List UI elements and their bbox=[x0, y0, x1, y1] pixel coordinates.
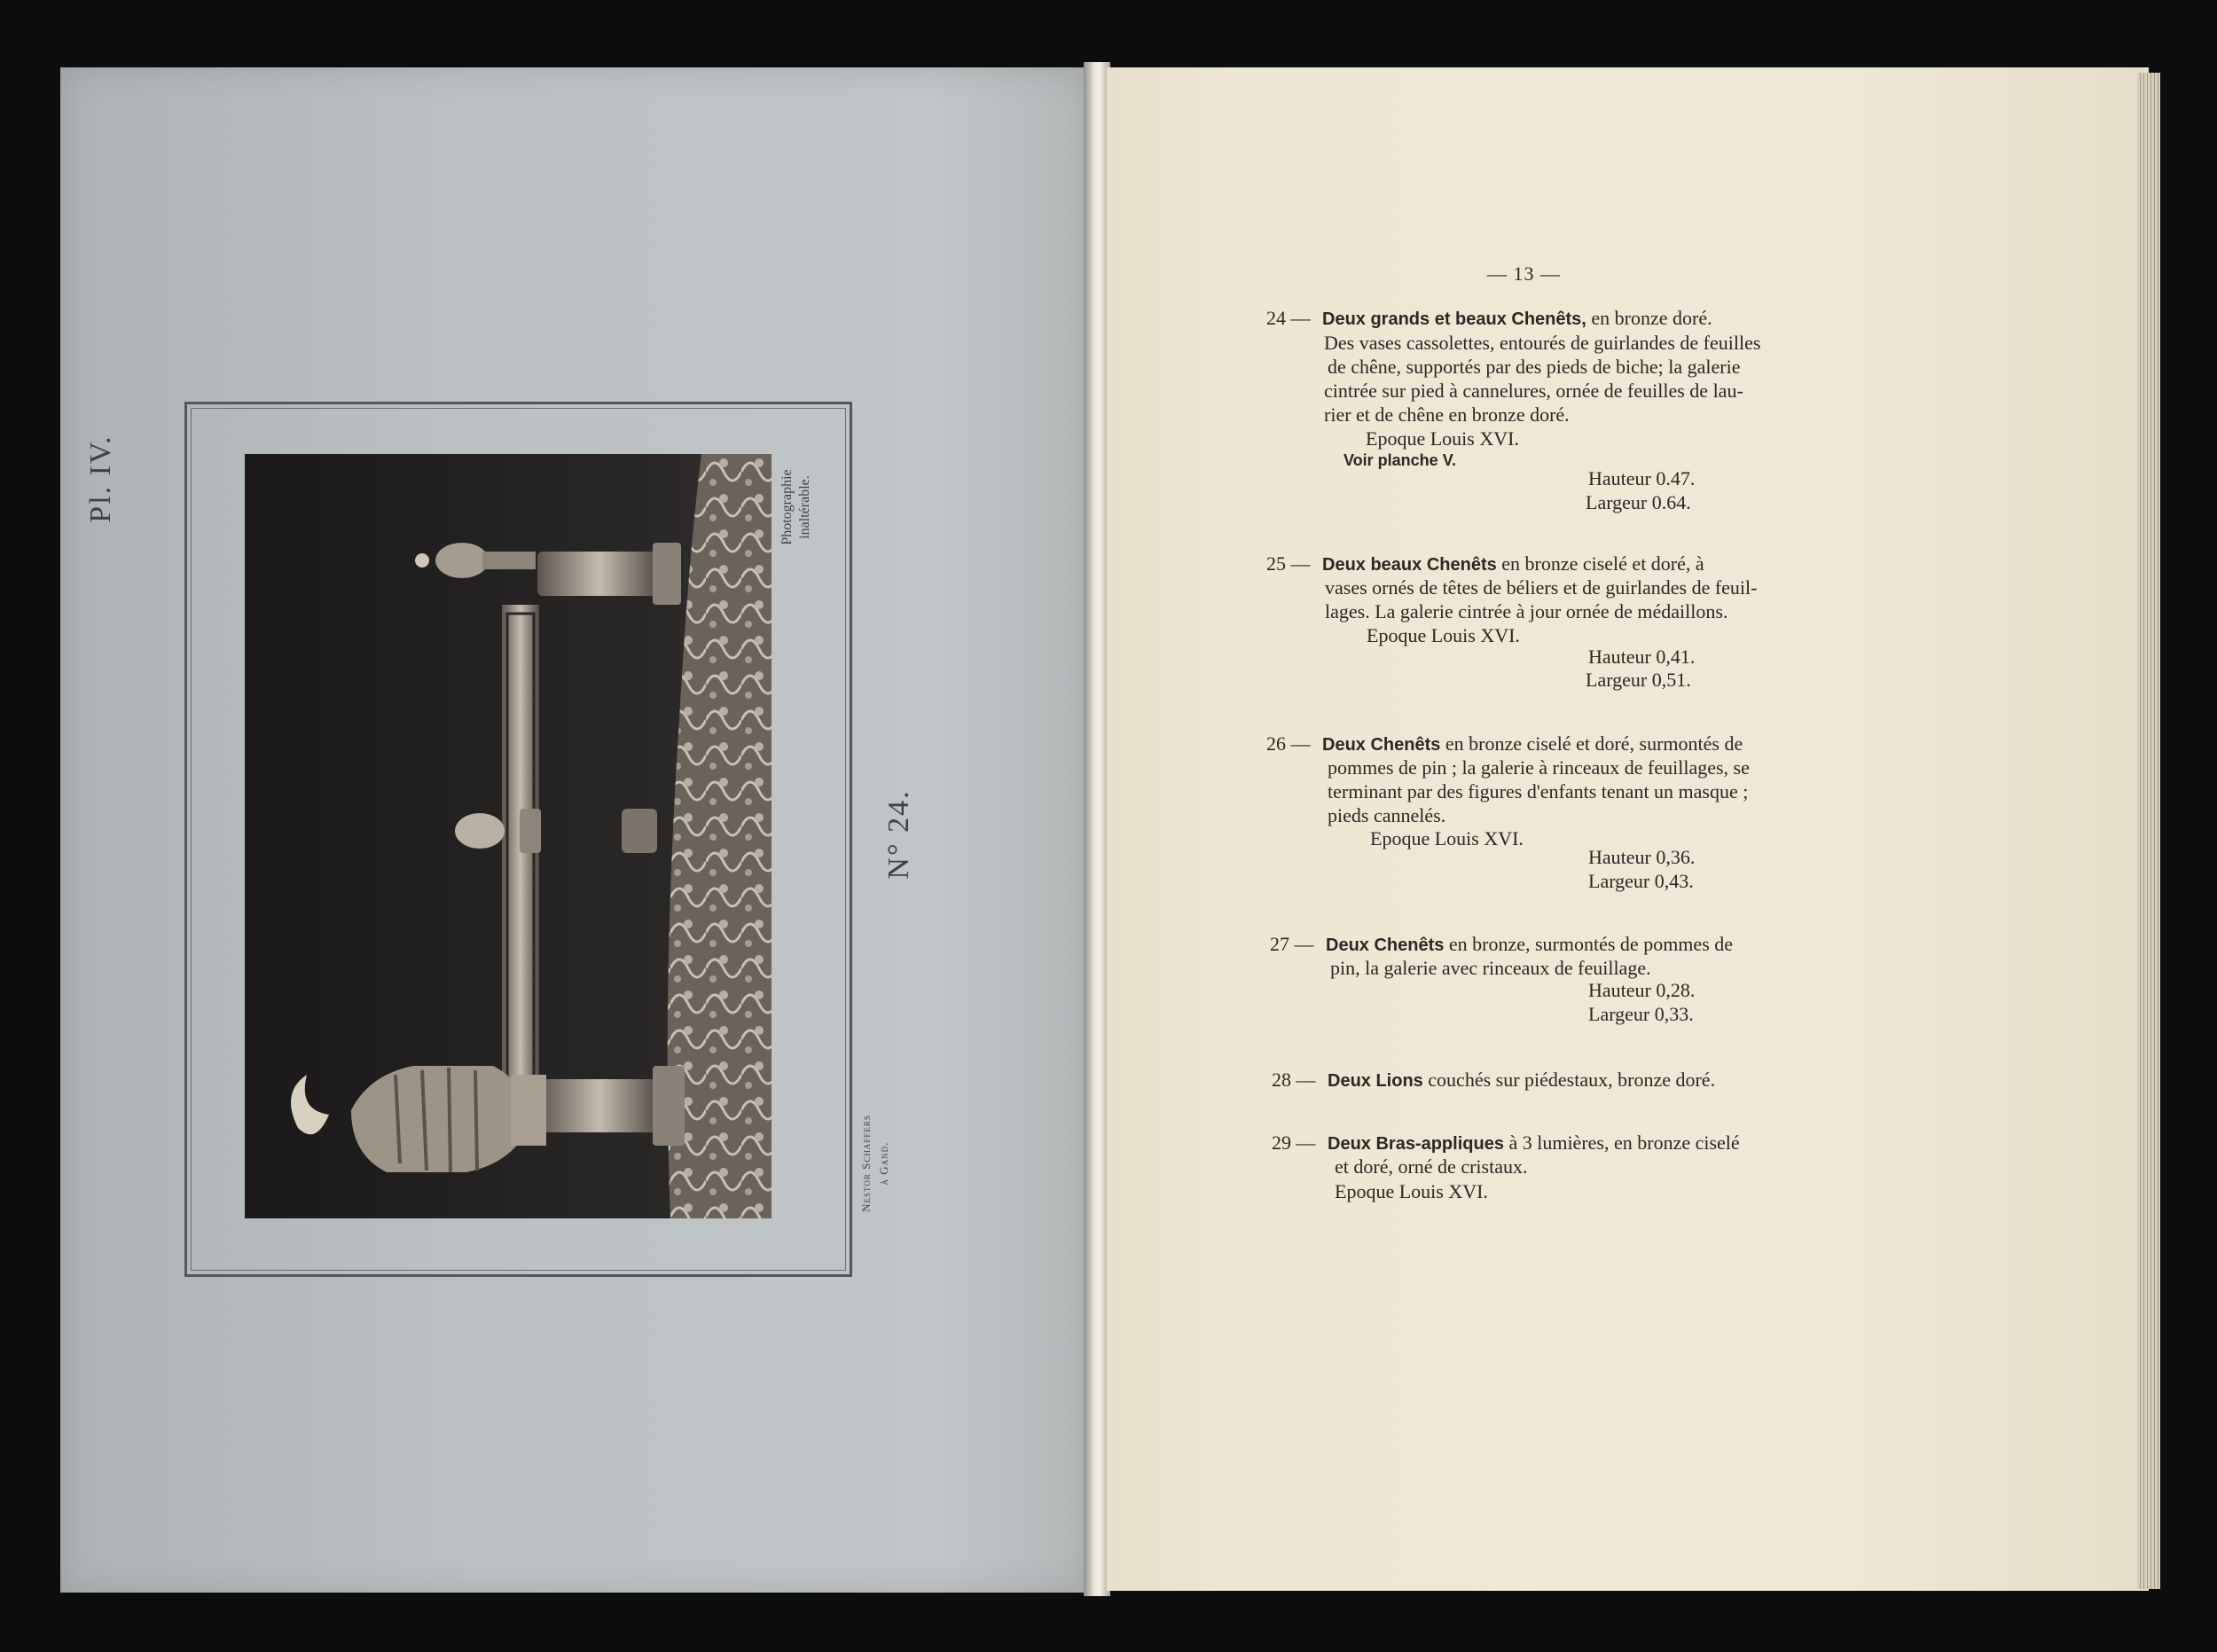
chenets-photo-illustration bbox=[245, 454, 772, 1218]
lot-24-line: rier et de chêne en bronze doré. bbox=[1324, 403, 1570, 426]
lot-description-start: en bronze ciselé et doré, surmontés de bbox=[1440, 732, 1743, 755]
lot-26-line: terminant par des figures d'enfants tenant un masque ; bbox=[1328, 780, 1749, 803]
lot-title: Deux beaux Chenêts bbox=[1322, 555, 1497, 575]
lot-title: Deux Bras-appliques bbox=[1328, 1134, 1504, 1154]
plate-photograph bbox=[245, 454, 772, 1218]
photography-note-line1: Photographie bbox=[779, 469, 795, 545]
lot-26-height: Hauteur 0,36. bbox=[1588, 846, 1696, 868]
photographer-credit-line1: Nestor Schaffers bbox=[859, 1115, 873, 1212]
lot-number: 28 — bbox=[1272, 1069, 1316, 1091]
lot-title: Deux grands et beaux Chenêts, bbox=[1322, 309, 1586, 329]
lot-24-line: cintrée sur pied à cannelures, ornée de feuilles de lau- bbox=[1324, 380, 1743, 402]
page-edges bbox=[2137, 73, 2160, 1589]
lot-title: Deux Chenêts bbox=[1322, 735, 1441, 755]
lot-title: Deux Chenêts bbox=[1326, 936, 1445, 955]
lot-24-line: de chêne, supportés par des pieds de biche; la galerie bbox=[1328, 356, 1741, 378]
photography-note-line2: inaltérable. bbox=[797, 475, 812, 539]
lot-27-heading bbox=[1270, 932, 1733, 958]
lot-number: 27 — bbox=[1270, 933, 1314, 955]
lot-24-epoque: Epoque Louis XVI. bbox=[1366, 427, 1519, 450]
lot-24-plate-reference: Voir planche V. bbox=[1344, 451, 1457, 469]
lot-24-width: Largeur 0.64. bbox=[1586, 491, 1691, 513]
lot-25-epoque: Epoque Louis XVI. bbox=[1367, 624, 1520, 646]
lot-25-height: Hauteur 0,41. bbox=[1588, 646, 1696, 668]
right-page bbox=[1107, 67, 2149, 1591]
photographer-credit-line2: à Gand. bbox=[877, 1141, 890, 1186]
item-number-label: N° 24. bbox=[882, 789, 915, 880]
lot-24-height: Hauteur 0.47. bbox=[1588, 467, 1696, 489]
lot-27-line: pin, la galerie avec rinceaux de feuillage. bbox=[1330, 957, 1651, 979]
lot-29-heading bbox=[1272, 1131, 1740, 1156]
lot-28-heading bbox=[1272, 1068, 1715, 1093]
lot-description-start: en bronze, surmontés de pommes de bbox=[1444, 933, 1734, 955]
lot-25-width: Largeur 0,51. bbox=[1586, 669, 1691, 691]
lot-number: 26 — bbox=[1266, 732, 1311, 755]
lot-number: 29 — bbox=[1272, 1131, 1316, 1154]
lot-29-line: et doré, orné de cristaux. bbox=[1335, 1155, 1528, 1178]
lot-25-line: lages. La galerie cintrée à jour ornée de médaillons. bbox=[1325, 600, 1728, 622]
lot-description-start: couchés sur piédestaux, bronze doré. bbox=[1422, 1069, 1716, 1091]
page-number-header: — 13 — bbox=[1487, 262, 1561, 285]
plate-number-label: Pl. IV. bbox=[84, 435, 117, 523]
lot-26-line: pieds cannelés. bbox=[1328, 804, 1446, 826]
lot-number: 24 — bbox=[1266, 307, 1311, 329]
lot-24-heading bbox=[1266, 306, 1712, 332]
lot-24-line: Des vases cassolettes, entourés de guirlandes de feuilles bbox=[1324, 332, 1761, 354]
lot-25-heading bbox=[1266, 552, 1704, 577]
lot-27-height: Hauteur 0,28. bbox=[1588, 979, 1696, 1001]
lot-25-line: vases ornés de têtes de béliers et de guirlandes de feuil- bbox=[1325, 576, 1758, 599]
lot-title: Deux Lions bbox=[1328, 1071, 1423, 1091]
lot-26-width: Largeur 0,43. bbox=[1588, 870, 1694, 892]
lot-number: 25 — bbox=[1266, 552, 1311, 575]
lot-description-start: en bronze ciselé et doré, à bbox=[1496, 552, 1704, 575]
lot-26-line: pommes de pin ; la galerie à rinceaux de feuillages, se bbox=[1328, 756, 1750, 779]
lot-27-width: Largeur 0,33. bbox=[1588, 1003, 1694, 1025]
lot-29-epoque: Epoque Louis XVI. bbox=[1335, 1180, 1488, 1202]
lot-description-start: à 3 lumières, en bronze ciselé bbox=[1503, 1131, 1740, 1154]
photography-note bbox=[779, 441, 818, 574]
lot-26-heading bbox=[1266, 732, 1743, 757]
lot-26-epoque: Epoque Louis XVI. bbox=[1370, 827, 1524, 849]
lot-description-start: en bronze doré. bbox=[1586, 307, 1712, 329]
photographer-credit bbox=[858, 1092, 897, 1234]
